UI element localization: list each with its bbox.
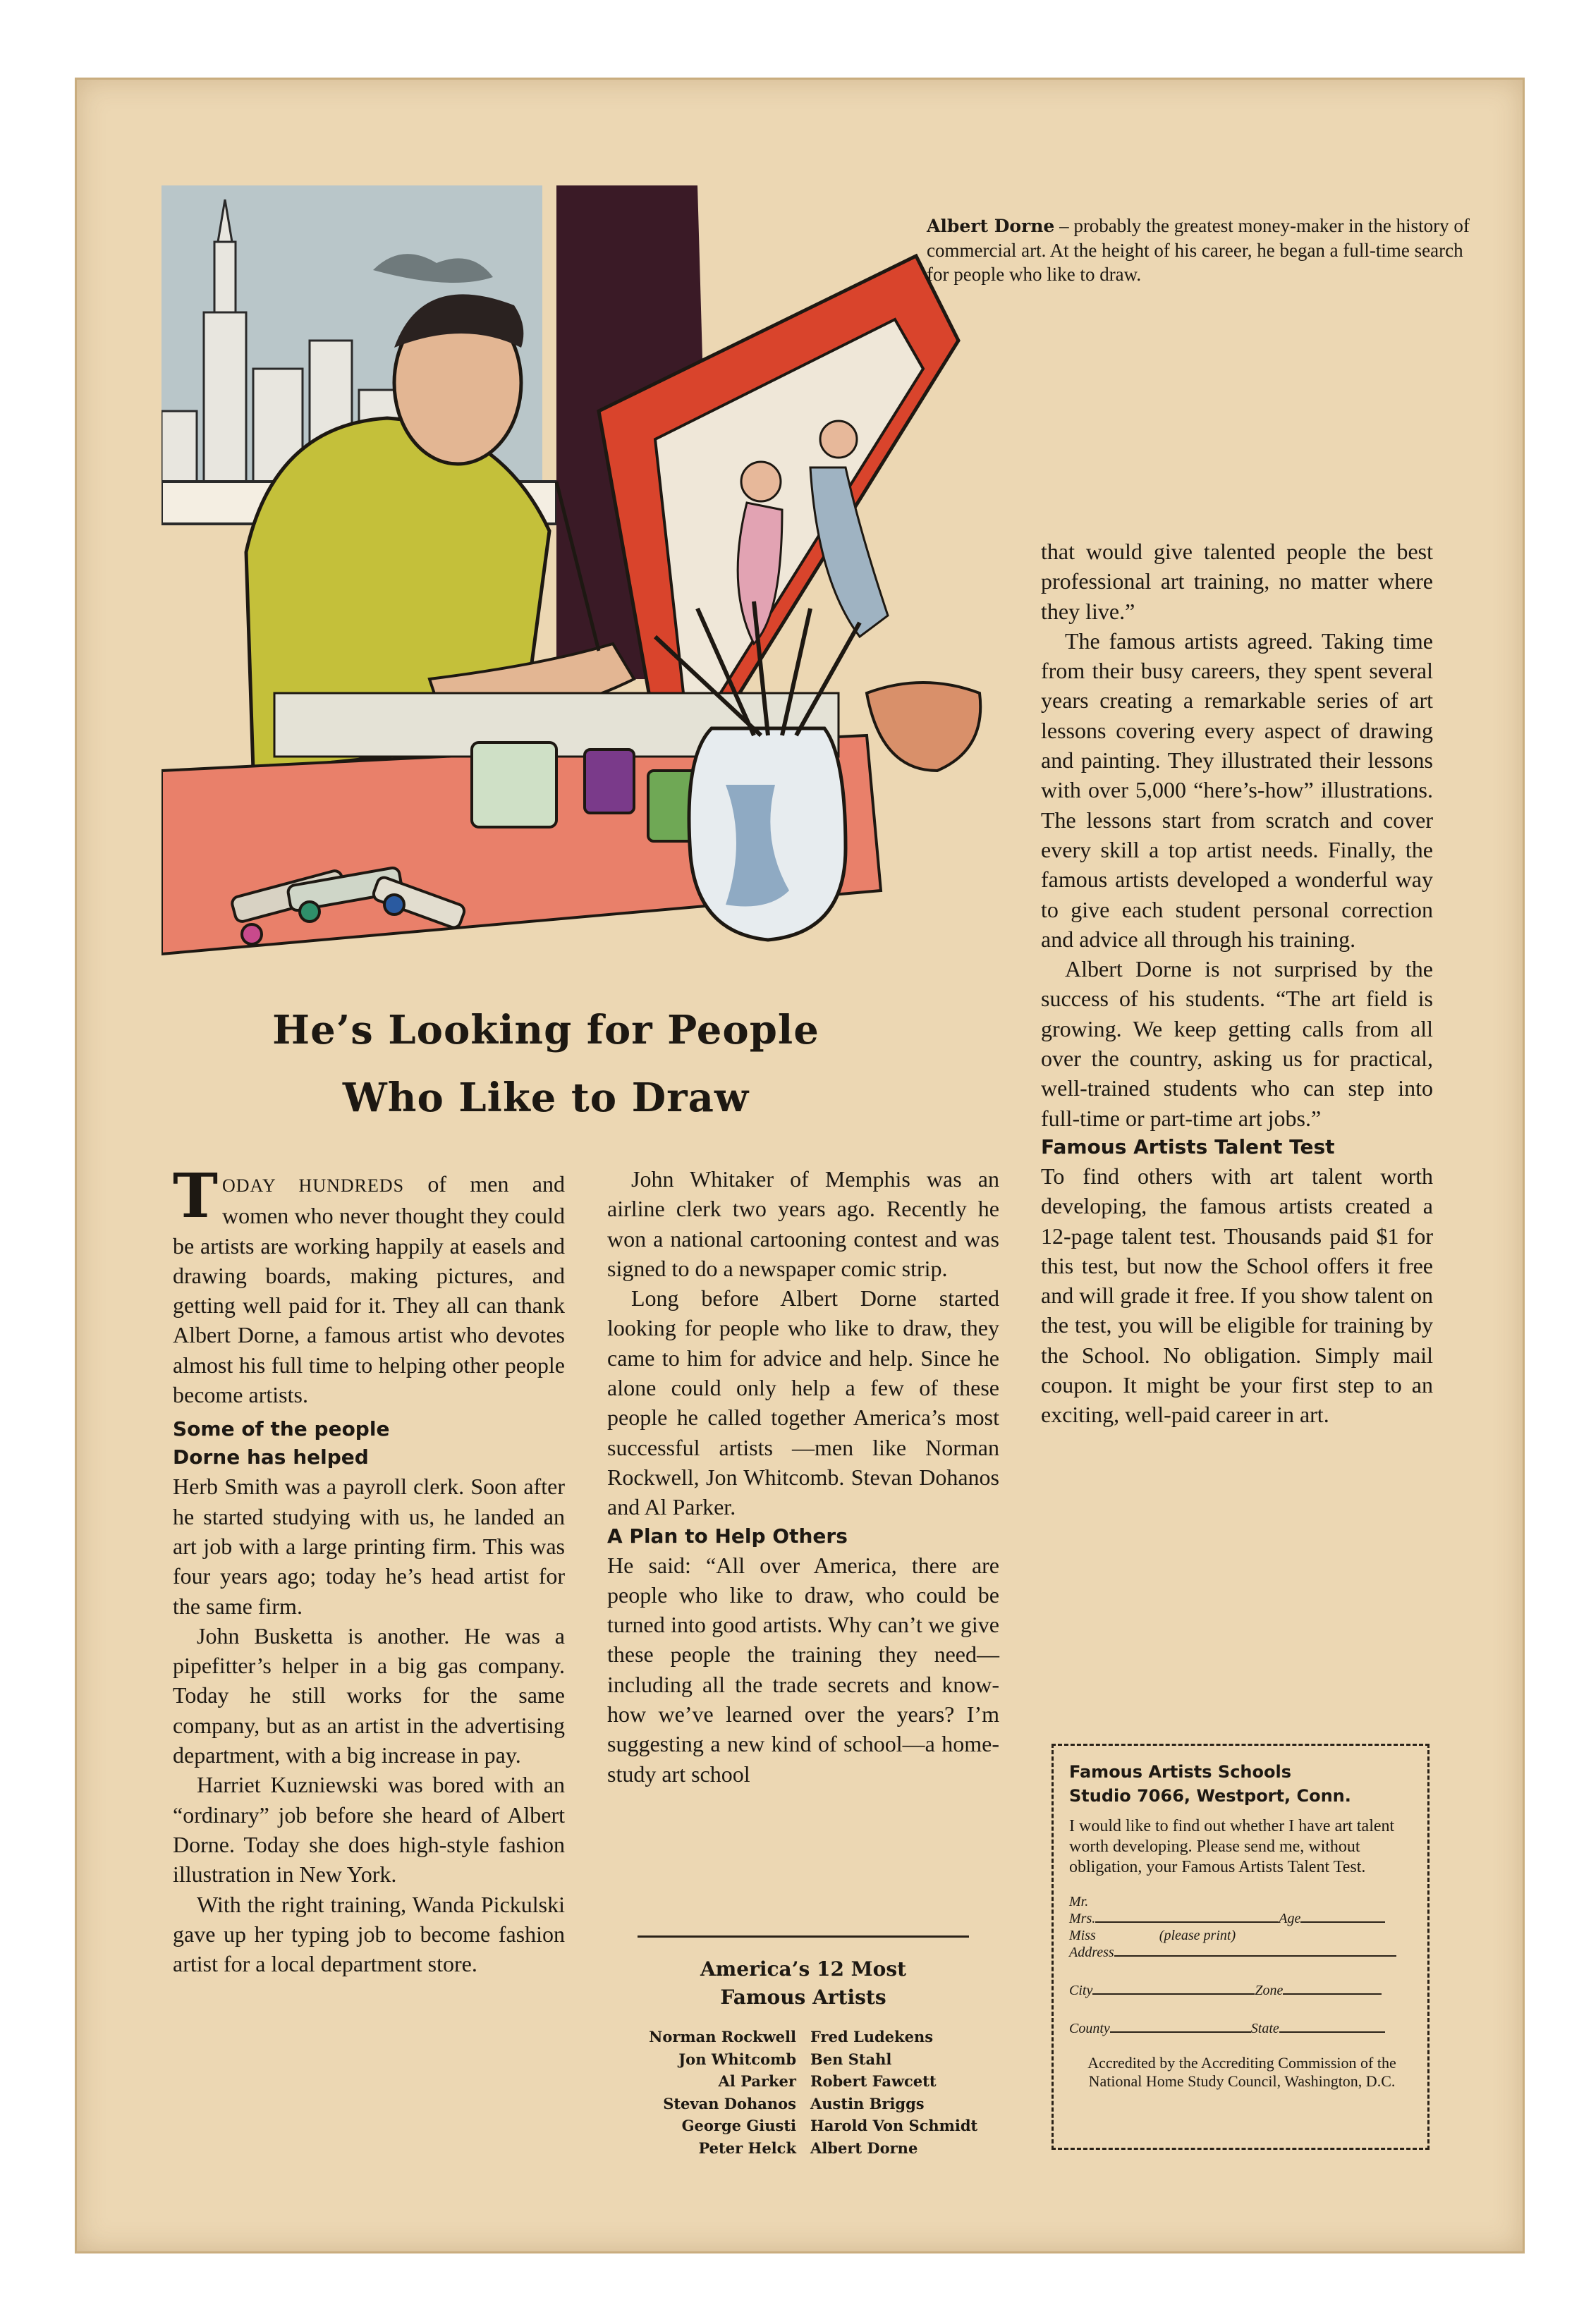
col1-paragraph-2: Herb Smith was a payroll clerk. Soon after he started studying with us, he landed an art job with a large printing firm. This was four years ago; today he’s head artist for the same firm.	[173, 1474, 565, 1619]
label-state: State	[1250, 2021, 1279, 2036]
artist-name: George Giusti	[681, 2117, 796, 2134]
artist-illustration	[161, 185, 1064, 1067]
artist-row	[599, 2048, 1008, 2071]
artist-name: Austin Briggs	[810, 2094, 925, 2112]
col1-paragraph-5: With the right training, Wanda Pickulski gave up her typing job to become fashion artist for a local department store.	[173, 1891, 565, 1977]
age-field[interactable]	[1300, 1921, 1385, 1923]
artists-title-line-2: Famous Artists	[720, 1986, 886, 2009]
headline-line-1: He’s Looking for People	[272, 1007, 819, 1053]
artist-name: Harold Von Schmidt	[810, 2117, 978, 2134]
artist-name: Al Parker	[718, 2072, 796, 2090]
label-county: County	[1069, 2021, 1110, 2036]
subhead-plan: A Plan to Help Others	[607, 1524, 848, 1548]
paint-tin	[472, 742, 556, 827]
label-mr: Mr.	[1069, 1894, 1089, 1909]
col3-paragraph-3: Albert Dorne is not surprised by the success of his students. “The art field is growing. We keep getting calls from all over the country, asking us for practical, well-trained students who can step into full-time or part-time art jobs.”	[1041, 956, 1433, 1131]
artist-name: Peter Helck	[698, 2139, 796, 2157]
mail-coupon[interactable]	[1051, 1744, 1430, 2150]
coupon-address: Studio 7066, Westport, Conn.	[1069, 1786, 1351, 1806]
article-column-1	[173, 1161, 565, 1979]
artist-row	[599, 2137, 1008, 2160]
label-age: Age	[1279, 1911, 1301, 1926]
col2-paragraph-1: John Whitaker of Memphis was an airline clerk two years ago. Recently he won a national cartooning contest and was signed to do a newspaper comic strip.	[607, 1166, 999, 1281]
col2-paragraph-3: He said: “All over America, there are people who like to draw, who could be turned into good artists. Why can’t we give these people the training they need—including all the trade secrets and know-how we’ve learned over the years? I’m suggesting a new kind of school—a home-study art school	[607, 1552, 999, 1787]
label-mrs: Mrs.	[1069, 1911, 1096, 1926]
artist-name: Fred Ludekens	[810, 2028, 934, 2045]
state-field[interactable]	[1279, 2031, 1385, 2033]
drop-cap: T	[173, 1161, 218, 1232]
subhead-people-helped	[173, 1415, 565, 1472]
col3-paragraph-1: that would give talented people the best professional art training, no matter where they live.”	[1041, 539, 1433, 624]
county-field[interactable]	[1110, 2031, 1251, 2033]
subhead-line-2: Dorne has helped	[173, 1445, 369, 1469]
divider-rule	[638, 1935, 969, 1938]
artist-name: Jon Whitcomb	[678, 2050, 796, 2068]
accreditation-note: Accredited by the Accrediting Commission of the National Home Study Council, Washington, D.C.	[1087, 2054, 1396, 2090]
artists-names-list	[599, 2026, 1008, 2159]
col1-paragraph-1: of men and women who never thought they could be artists are working happily at easels and drawing boards, making pictures, and getting well paid for it. They all can thank Albert Dorne, a famous artist who devotes almost his full time to helping other people become artists.	[173, 1171, 565, 1408]
artist-name: Stevan Dohanos	[663, 2094, 796, 2112]
coupon-school-name: Famous Artists Schools	[1069, 1762, 1291, 1782]
col3-paragraph-4: To find others with art talent worth developing, the famous artists created a 12-page talent test. Thousands paid $1 for this test, but now the School offers it free and will grade it free. If you show talent on the test, you will be eligible for training by the School. No obligation. Simply mail coupon. It might be your first step to an exciting, well-paid career in art.	[1041, 1163, 1433, 1428]
label-address: Address	[1069, 1945, 1114, 1960]
artist-name: Robert Fawcett	[810, 2072, 937, 2090]
page-headline	[147, 996, 944, 1132]
sketch-woman	[741, 462, 781, 501]
lead-small-caps: ODAY HUNDREDS	[222, 1175, 405, 1196]
artist-row	[599, 2070, 1008, 2093]
col1-paragraph-4: Harriet Kuzniewski was bored with an “ordinary” job before she heard of Albert Dorne. Today she does high-style fashion illustration in New York.	[173, 1772, 565, 1888]
magazine-page	[75, 78, 1525, 2253]
subhead-line-1: Some of the people	[173, 1417, 390, 1441]
coupon-request-text: I would like to find out whether I have art talent worth developing. Please send me, without obligation, your Famous Artists Talent Test.	[1069, 1817, 1395, 1876]
col1-paragraph-3: John Busketta is another. He was a pipefitter’s helper in a big gas company. Today he still works for the same company, but as an artist in the advertising department, with a big increase in pay.	[173, 1622, 565, 1768]
zone-field[interactable]	[1283, 1993, 1382, 1995]
address-field[interactable]	[1114, 1955, 1396, 1957]
label-zone: Zone	[1255, 1983, 1284, 1998]
col3-paragraph-2: The famous artists agreed. Taking time from their busy careers, they spent several years creating a remarkable series of art lessons covering every aspect of drawing and painting. They illustrated their lessons with over 5,000 “here’s-how” illustrations. The lessons start from scratch and cover every skill a top artist needs. Finally, the famous artists developed a wonderful way to give each student personal correction and advice all through his training.	[1041, 628, 1433, 952]
artist-row	[599, 2093, 1008, 2115]
ink-bottle	[585, 750, 634, 813]
artist-row	[599, 2026, 1008, 2048]
name-field[interactable]	[1095, 1921, 1279, 1923]
label-city: City	[1069, 1983, 1093, 1998]
article-column-3	[1041, 537, 1433, 1430]
artist-row	[599, 2115, 1008, 2137]
sketch-man	[820, 421, 857, 458]
artist-name: Ben Stahl	[810, 2050, 892, 2068]
headline-line-2: Who Like to Draw	[342, 1075, 750, 1121]
label-please-print: (please print)	[1159, 1928, 1236, 1943]
artist-name: Norman Rockwell	[649, 2028, 796, 2045]
water-bowl	[867, 683, 980, 771]
illustration-caption	[927, 214, 1477, 286]
subhead-talent-test: Famous Artists Talent Test	[1041, 1135, 1335, 1158]
caption-text: – probably the greatest money-maker in the history of commercial art. At the height of his career, he began a full-time search for people who like to draw.	[927, 215, 1470, 285]
coupon-form	[1069, 1893, 1415, 2037]
article-column-2	[607, 1164, 999, 1789]
caption-name: Albert Dorne	[927, 216, 1055, 236]
artist-name: Albert Dorne	[810, 2139, 918, 2157]
col2-paragraph-2: Long before Albert Dorne started looking for people who like to draw, they came to him for advice and help. Since he alone could only help a few of these people he called together America’s most successful artists —men like Norman Rockwell, Jon Whitcomb. Stevan Dohanos and Al Parker.	[607, 1285, 999, 1520]
artists-list-title	[627, 1955, 980, 2012]
label-miss: Miss	[1069, 1928, 1096, 1943]
city-field[interactable]	[1092, 1993, 1255, 1995]
artists-title-line-1: America’s 12 Most	[700, 1957, 907, 1981]
